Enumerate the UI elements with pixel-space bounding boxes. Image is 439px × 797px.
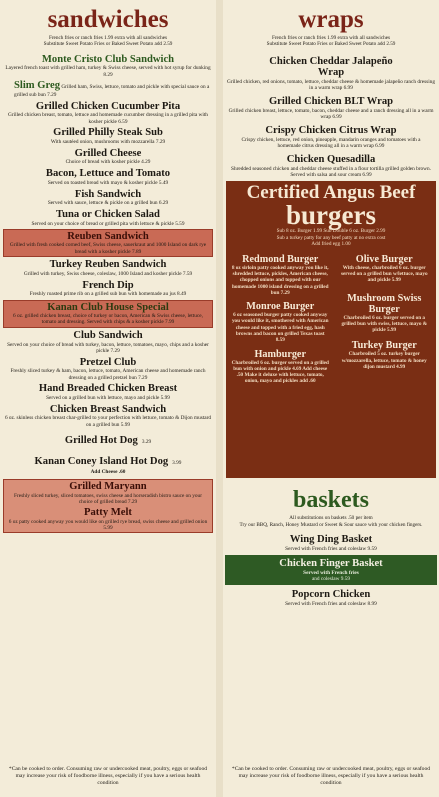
item-desc: Served with French fries and coleslaw 8.99 bbox=[285, 600, 377, 607]
burgers-panel bbox=[226, 181, 436, 478]
menu-item bbox=[0, 80, 216, 98]
item-name: Reuben Sandwich bbox=[67, 230, 149, 242]
item-name: Popcorn Chicken bbox=[291, 589, 371, 601]
item-desc: Charbroiled 6 oz. burger served on a grilled bun with swiss, lettuce, mayo & pickle 5.99 bbox=[341, 314, 428, 334]
menu-item bbox=[0, 383, 216, 401]
item-name: Grilled Maryann bbox=[69, 481, 147, 493]
sandwiches-note: Substitute Sweet Potato Fries or Baked Sweet Potato add 2.59 bbox=[43, 41, 173, 48]
item-name: Kanan Club House Special bbox=[47, 301, 169, 313]
item-desc: Choice of bread with kosher pickle 4.29 bbox=[65, 159, 151, 166]
item-desc: Freshly sliced turkey, sliced tomatoes, swiss cheese and horseradish bistro sauce on your choice of grilled bread 7.29 bbox=[14, 492, 202, 505]
item-name: Grilled Cheese bbox=[74, 147, 142, 159]
item-desc: Served on toasted bread with mayo & kosher pickle 5.49 bbox=[47, 179, 169, 186]
item-name: Hamburger bbox=[254, 348, 306, 360]
burgers-note: Sub 8 oz. Burger 1.99 Sub Double 6 oz. Burger 2.99 bbox=[276, 228, 386, 235]
item-name: Pretzel Club bbox=[79, 356, 137, 368]
item-desc: Grilled chicken breast, tomato, lettuce and homemade cucumber dressing in a grilled pita with kosher pickle 6.59 bbox=[8, 112, 208, 125]
baskets-note: All substitutions on baskets .50 per item bbox=[289, 515, 373, 522]
item-name: Monroe Burger bbox=[246, 301, 315, 313]
item-name: Kanan Coney Island Hot Dog bbox=[34, 455, 169, 467]
item-name: Club Sandwich bbox=[73, 330, 143, 342]
menu-item bbox=[0, 54, 216, 78]
item-name: Bacon, Lettuce and Tomato bbox=[45, 168, 171, 180]
menu-item bbox=[0, 259, 216, 277]
item-desc: Grilled ham, Swiss, lettuce, tomato and pickle with special sauce on a grilled sub bun 7.29 bbox=[14, 84, 210, 98]
item-name: Fish Sandwich bbox=[74, 188, 142, 200]
item-name: Chicken Breast Sandwich bbox=[49, 403, 167, 415]
item-desc: With cheese, charbroiled 6 oz. burger served on a grilled bun w/lettuce, mayo and pickle 5.99 bbox=[340, 264, 428, 284]
item-desc: Crispy chicken, lettuce, red onion, pineapple, mandarin oranges and tomatoes with a homemade citrus dressing all in a warm wrap 6.99 bbox=[241, 137, 421, 150]
menu-item bbox=[0, 168, 216, 186]
item-price: 3.29 bbox=[141, 439, 152, 446]
burger-item bbox=[334, 254, 434, 284]
menu-item bbox=[0, 127, 216, 145]
item-desc: Served with French fries bbox=[303, 569, 359, 576]
item-name: Grilled Hot Dog bbox=[64, 435, 138, 447]
wraps-heading: wraps bbox=[298, 6, 364, 33]
item-desc: Grilled with fresh cooked corned beef, Swiss cheese, sauerkraut and 1000 Island on dark rye bread with a kosher pickle 7.89 bbox=[9, 242, 207, 255]
item-price: 3.99 bbox=[172, 459, 182, 466]
item-name: Olive Burger bbox=[355, 253, 413, 265]
item-desc: Charbroiled 5 oz. turkey burger w/mozzarella, lettuce, tomato & honey dijon mustard 4.99 bbox=[341, 351, 427, 370]
burgers-note: Add fried egg 1.00 bbox=[311, 241, 351, 248]
burgers-note: Sub a turkey patty for any beef patty at no extra cost bbox=[276, 234, 386, 241]
item-desc: 6 oz seasoned burger patty cooked anyway you would like it, smothered with American cheese and topped with a fried egg, hash browns and bacon on grilled Texas toast 8.59 bbox=[231, 312, 329, 344]
item-desc: 6 oz. skinless chicken breast char-grilled to your perfection with lettuce, tomato & Dijon mustard on a grilled bun 5.99 bbox=[4, 415, 212, 428]
item-name: Slim Greg bbox=[14, 80, 61, 92]
burger-item bbox=[228, 349, 332, 385]
burger-item bbox=[334, 293, 434, 334]
menu-item bbox=[0, 280, 216, 298]
item-desc: Grilled chicken breast, lettuce, tomato, bacon, cheddar cheese and a ranch dressing all in a warm wrap 6.99 bbox=[228, 108, 434, 121]
item-name: Grilled Chicken Cucumber Pita bbox=[35, 100, 181, 112]
burger-item bbox=[334, 340, 434, 370]
sandwiches-note: French fries or ranch fries 1.99 extra with all sandwiches bbox=[48, 35, 168, 41]
item-desc: and coleslaw 9.59 bbox=[311, 575, 351, 582]
menu-item bbox=[0, 430, 216, 448]
burgers-heading: burgers bbox=[286, 200, 376, 231]
item-name: Turkey Burger bbox=[351, 340, 417, 352]
disclaimer: *Can be cooked to order. Consuming raw or undercooked meat, poultry, eggs or seafood may increase your risk of foodborne illness, especially if you have a serious health condition bbox=[8, 766, 208, 786]
menu-item bbox=[223, 589, 439, 607]
item-name: Chicken Finger Basket bbox=[279, 558, 383, 570]
item-desc: 6 oz. grilled chicken breast, choice of turkey or bacon, American & Swiss cheese, lettuce, tomato and dressing. Served with chips & a kosher pickle 7.99 bbox=[13, 313, 203, 326]
menu-item bbox=[0, 451, 216, 475]
item-name: Grilled Chicken BLT Wrap bbox=[268, 96, 394, 108]
burgers-title-brand: Certified Angus Beef bbox=[246, 182, 416, 204]
menu-item-highlight bbox=[3, 479, 213, 533]
item-desc: Freshly roasted prime rib on a grilled sub bun with homemade au jus 8.49 bbox=[29, 291, 187, 298]
menu-item bbox=[0, 209, 216, 227]
item-desc: Grilled chicken, red onions, tomato, lettuce, cheddar cheese & homemade jalapeño ranch dressing in a warm wrap 6.99 bbox=[227, 79, 435, 92]
item-name: Monte Cristo Club Sandwich bbox=[41, 53, 175, 65]
baskets-note: Try our BBQ, Ranch, Honey Mustard or Sweet & Sour sauce with your chicken fingers. bbox=[239, 521, 423, 528]
menu-item bbox=[223, 125, 439, 149]
item-desc: 8 oz sirloin patty cooked anyway you like it, shredded lettuce, pickles, American cheese, chopped onions and topped with our homemade 1000 island dressing on a grilled bun 7.29 bbox=[231, 264, 329, 296]
disclaimer: *Can be cooked to order. Consuming raw or undercooked meat, poultry, eggs or seafood may increase your risk of foodborne illness, especially if you have a serious health condition bbox=[231, 766, 431, 786]
item-name: Redmond Burger bbox=[242, 253, 319, 265]
wraps-column bbox=[223, 0, 439, 797]
menu-item bbox=[223, 56, 439, 92]
burger-item bbox=[228, 301, 332, 343]
item-desc: Served on your choice of bread with turkey, bacon, lettuce, tomatoes, mayo, chips and a kosher pickle 7.29 bbox=[7, 341, 209, 354]
item-name: Chicken Cheddar Jalapeño Wrap bbox=[269, 55, 393, 79]
menu-item-highlight bbox=[3, 229, 213, 257]
item-desc: Layered french toast with grilled ham, turkey & Swiss cheese, served with hot syrup for dunking 8.29 bbox=[5, 65, 211, 78]
wraps-note: French fries or ranch fries 1.99 extra with all sandwiches bbox=[271, 35, 391, 41]
menu-item bbox=[0, 189, 216, 207]
wraps-note: Substitute Sweet Potato Fries or Baked Sweet Potato add 2.59 bbox=[266, 41, 396, 48]
menu-item bbox=[0, 148, 216, 166]
burger-item bbox=[228, 254, 332, 296]
menu-item bbox=[223, 154, 439, 178]
menu-item bbox=[0, 330, 216, 354]
item-name: Grilled Philly Steak Sub bbox=[53, 127, 163, 139]
menu-item bbox=[0, 404, 216, 428]
menu-item bbox=[223, 96, 439, 120]
menu-item bbox=[223, 534, 439, 552]
menu-item-highlight bbox=[225, 555, 437, 585]
sandwiches-column bbox=[0, 0, 216, 797]
item-name: Hand Breaded Chicken Breast bbox=[38, 383, 178, 395]
item-desc: Freshly sliced turkey & ham, bacon, lettuce, tomato, American cheese and homemade ranch dressing on a grilled pretzel bun 7.29 bbox=[10, 368, 206, 381]
baskets-heading: baskets bbox=[292, 487, 370, 514]
item-desc: Served with French fries and coleslaw 9.59 bbox=[285, 545, 377, 552]
item-name: Tuna or Chicken Salad bbox=[56, 208, 160, 220]
item-desc: Charbroiled 6 oz. burger served on a grilled bun with onion and pickle 4.69 Add cheese .50 Make it deluxe with lettuce, tomato, onion, mayo and pickles add .60 bbox=[231, 359, 329, 385]
item-desc: 6 oz patty cooked anyway you would like on grilled rye bread, swiss cheese and grilled onion 5.99 bbox=[8, 518, 208, 531]
item-name: Chicken Quesadilla bbox=[286, 154, 376, 166]
item-desc: Add Cheese .60 bbox=[90, 468, 126, 475]
item-name: Patty Melt bbox=[84, 507, 132, 519]
item-desc: With sautéed onion, mushrooms with mozzarella 7.29 bbox=[50, 138, 166, 145]
item-name: Crispy Chicken Citrus Wrap bbox=[265, 125, 397, 137]
item-desc: Shredded seasoned chicken and cheddar cheese stuffed in a flour tortilla grilled golden brown. Served with salsa and sour cream 6.99 bbox=[231, 166, 431, 179]
item-desc: Served with sauce, lettuce & pickle on a grilled bun 6.29 bbox=[47, 200, 169, 207]
menu-item bbox=[0, 357, 216, 381]
item-desc: Served on your choice of bread or grilled pita with lettuce & pickle 5.59 bbox=[31, 220, 185, 227]
menu-item-highlight bbox=[3, 300, 213, 328]
item-name: Wing Ding Basket bbox=[289, 534, 373, 546]
item-desc: Served on a grilled bun with lettuce, mayo and pickle 5.99 bbox=[46, 394, 170, 401]
item-name: Turkey Reuben Sandwich bbox=[49, 259, 167, 271]
item-desc: Grilled with turkey, Swiss cheese, coleslaw, 1000 Island and kosher pickle 7.59 bbox=[23, 270, 193, 277]
item-name: French Dip bbox=[82, 279, 134, 291]
menu-item bbox=[0, 101, 216, 125]
sandwiches-heading: sandwiches bbox=[47, 6, 169, 33]
item-name: Mushroom Swiss Burger bbox=[347, 292, 422, 315]
